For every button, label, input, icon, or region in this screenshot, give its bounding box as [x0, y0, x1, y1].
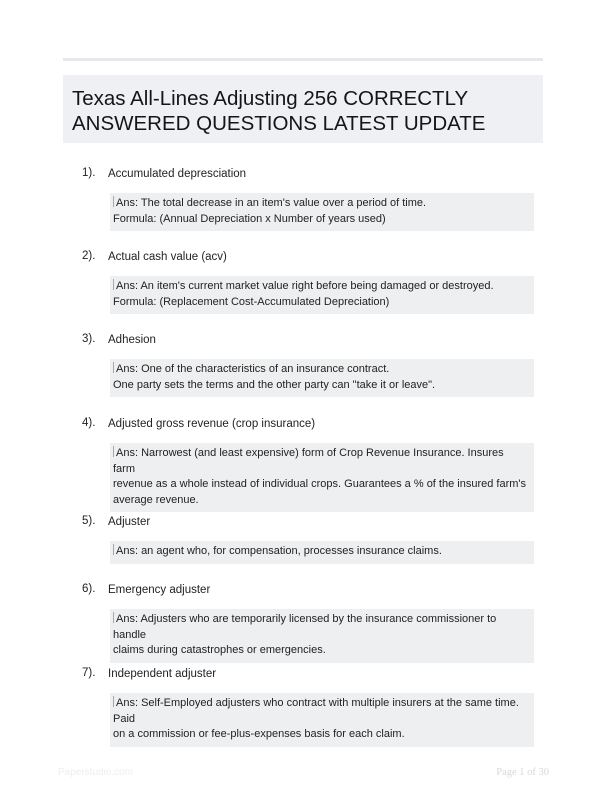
item-term: Adjuster [108, 516, 151, 528]
item-term: Adhesion [108, 334, 156, 346]
answer-line: revenue as a whole instead of individual crops. Guarantees a % of the insured farm's [113, 478, 526, 490]
answer-line [113, 279, 526, 295]
answer-marker [113, 612, 114, 623]
footer-brand-watermark: Paperstudio.com [58, 767, 134, 778]
answer-text: Ans: The total decrease in an item's value over a period of time. [116, 197, 427, 209]
item-number: 3). [82, 333, 96, 345]
item-number: 7). [82, 667, 96, 679]
item-term: Adjusted gross revenue (crop insurance) [108, 418, 316, 430]
answer-text: Ans: Self-Employed adjusters who contract with multiple insurers at the same time. Paid [113, 697, 519, 725]
answer-text: Ans: Adjusters who are temporarily licensed by the insurance commissioner to handle [113, 613, 497, 641]
answer-line [113, 696, 526, 727]
answer-marker [113, 362, 114, 373]
answer-line: on a commission or fee-plus-expenses basis for each claim. [113, 728, 405, 740]
title-line-1: Texas All-Lines Adjusting 256 CORRECTLY [72, 87, 469, 110]
answer-line [113, 362, 526, 378]
answer-line: Formula: (Annual Depreciation x Number of years used) [113, 212, 386, 225]
answer-box [110, 443, 534, 512]
answer-line [113, 612, 526, 643]
answer-line [113, 544, 526, 560]
item-number: 1). [82, 167, 96, 179]
item-number: 6). [82, 583, 96, 595]
answer-marker [113, 446, 114, 457]
answer-box [110, 609, 534, 663]
answer-line [113, 446, 526, 477]
answer-marker [113, 696, 114, 707]
answer-line: Formula: (Replacement Cost-Accumulated Depreciation) [113, 295, 390, 308]
answer-marker [113, 196, 114, 207]
item-term: Emergency adjuster [108, 584, 211, 596]
page-number: Page 1 of 30 [496, 767, 549, 778]
answer-line: average revenue. [113, 493, 199, 506]
answer-text: Ans: an agent who, for compensation, processes insurance claims. [116, 545, 442, 557]
answer-text: Ans: One of the characteristics of an insurance contract. [116, 363, 390, 375]
answer-line: claims during catastrophes or emergencies. [113, 644, 326, 656]
item-term: Actual cash value (acv) [108, 251, 227, 263]
answer-box [110, 276, 534, 314]
answer-line [113, 196, 526, 212]
answer-marker [113, 544, 114, 555]
item-number: 4). [82, 417, 96, 429]
item-number: 2). [82, 250, 96, 262]
answer-text: Ans: Narrowest (and least expensive) form of Crop Revenue Insurance. Insures farm [113, 447, 504, 475]
answer-box [110, 359, 534, 397]
answer-marker [113, 279, 114, 290]
item-term: Accumulated depresciation [108, 168, 247, 180]
answer-line: One party sets the terms and the other party can "take it or leave". [113, 378, 436, 391]
title-line-2: ANSWERED QUESTIONS LATEST UPDATE [72, 112, 486, 135]
answer-text: Ans: An item's current market value right before being damaged or destroyed. [116, 280, 494, 292]
answer-box [110, 693, 534, 747]
answer-box [110, 193, 534, 231]
item-number: 5). [82, 515, 96, 527]
item-term: Independent adjuster [108, 668, 217, 680]
answer-box [110, 541, 534, 564]
